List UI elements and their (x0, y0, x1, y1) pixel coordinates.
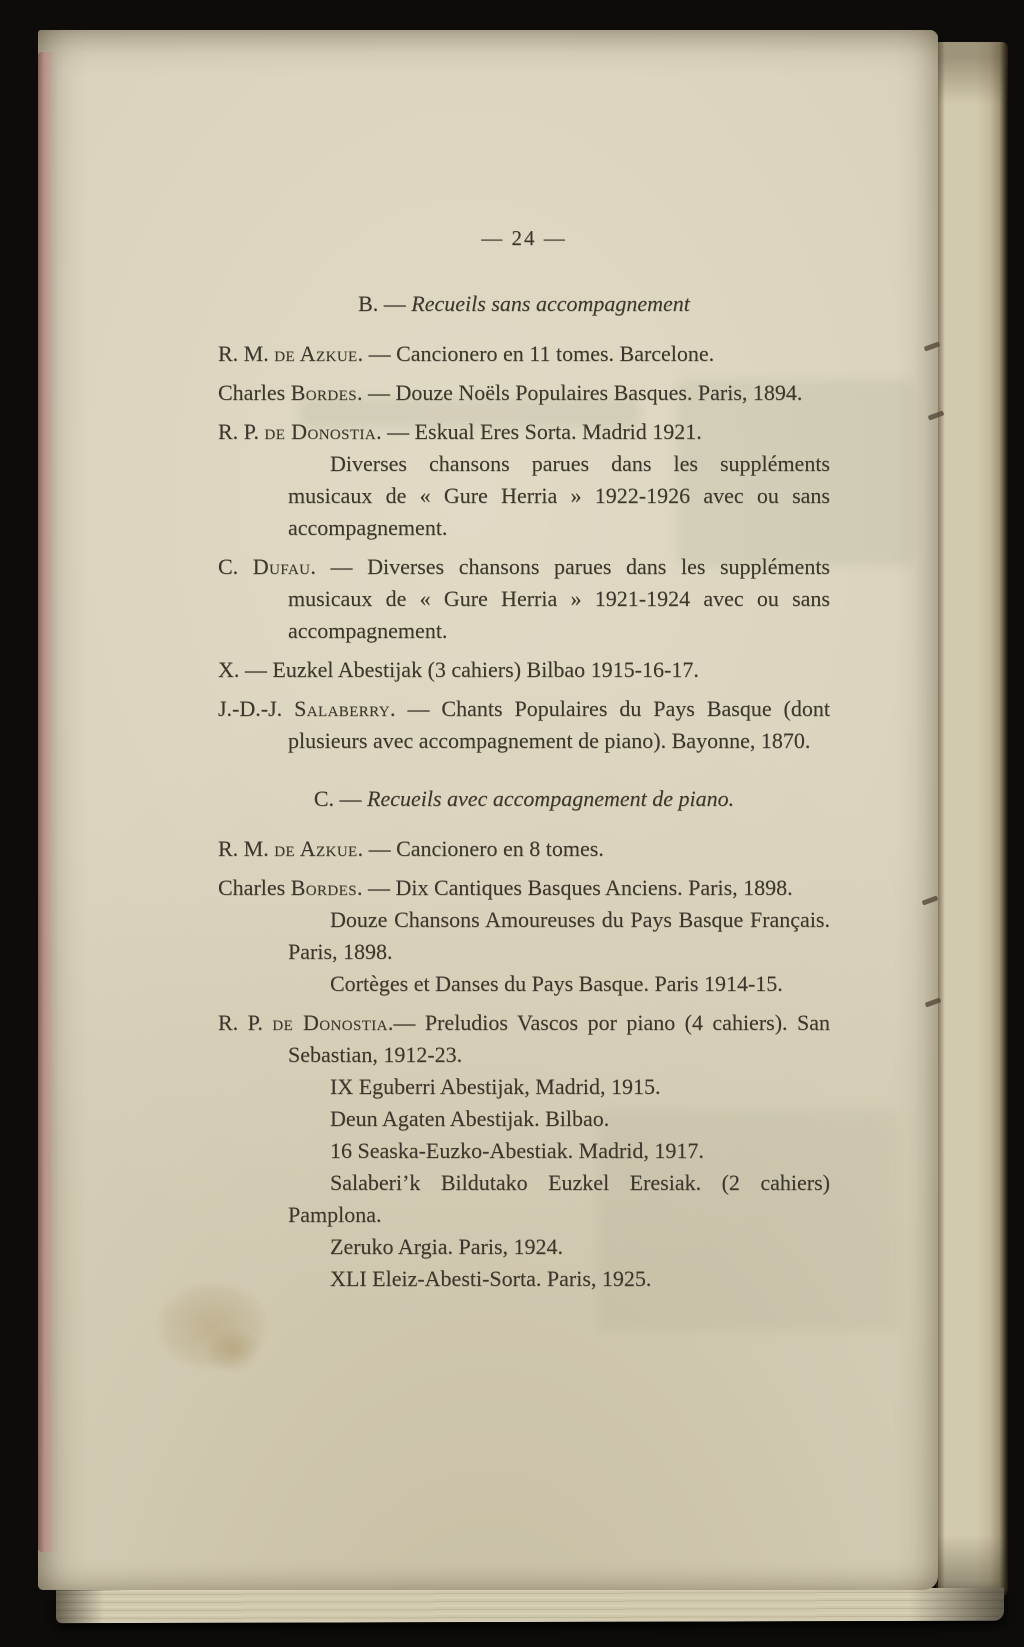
entry-body-text: . — Euzkel Abestijak (3 cahiers) Bilbao 1915-16-17. (233, 657, 699, 682)
binding-stitch (922, 895, 939, 905)
book-page (38, 30, 938, 1590)
bibliography-entry (218, 872, 830, 1000)
entry-sub-item: IX Eguberri Abestijak, Madrid, 1915. (330, 1074, 661, 1099)
entry-sub-item: Deun Agaten Abestijak. Bilbao. (330, 1106, 610, 1131)
entry-sub-item: Diverses chansons parues dans les suppléments musicaux de « Gure Herria » 1922-1926 avec ou sans accompagnement. (288, 451, 830, 540)
bibliography-entry (218, 833, 830, 865)
entry-body-text: . — Eskual Eres Sorta. Madrid 1921. (376, 419, 702, 444)
entry-author-name: Bordes (290, 875, 357, 900)
entry-body-text: . — Diverses chansons parues dans les suppléments musicaux de « Gure Herria » 1921-1924 avec ou sans accompagnement. (288, 554, 830, 643)
entry-author-name: Dufau (252, 554, 311, 579)
section-letter: B. — (358, 291, 412, 316)
entry-sub-item: XLI Eleiz-Abesti-Sorta. Paris, 1925. (330, 1266, 652, 1291)
bibliography-entry (218, 654, 830, 686)
entry-body-text: . — Dix Cantiques Basques Anciens. Paris, 1898. (356, 875, 793, 900)
bibliography-entry (218, 416, 830, 544)
bibliography-entry (218, 1007, 830, 1295)
entry-author-lead: R. P. (218, 419, 265, 444)
entry-author-lead: J.-D.-J. (218, 696, 295, 721)
page-text (218, 222, 830, 1302)
entry-sub-item: Salaberi’k Bildutako Euzkel Eresiak. (2 cahiers) Pamplona. (288, 1170, 830, 1227)
entry-author-lead: X (218, 657, 234, 682)
bibliography-entry (218, 338, 830, 370)
entry-author-name: de Azkue (274, 836, 358, 861)
section-heading-c (218, 783, 830, 815)
section-letter: C. — (313, 786, 368, 811)
bibliography-entry (218, 377, 830, 409)
page-stack-edge (56, 1588, 1004, 1623)
bibliography-entry (218, 551, 830, 647)
section-title: Recueils sans accompagnement (411, 291, 690, 316)
section-title: Recueils avec accompagnement de piano. (367, 786, 735, 811)
entry-author-lead: R. M. (218, 341, 275, 366)
entry-sub-item: Cortèges et Danses du Pays Basque. Paris 1914-15. (330, 971, 783, 996)
endpaper-edge (38, 52, 58, 1552)
entry-author-name: Salaberry (294, 696, 390, 721)
paper-stain (204, 1326, 262, 1374)
entry-author-lead: R. M. (218, 836, 275, 861)
page-number: — 24 — (481, 226, 567, 250)
entry-body-text: . — Cancionero en 8 tomes. (357, 836, 604, 861)
binding-stitch (924, 341, 941, 351)
section-heading-b (218, 288, 830, 320)
entry-author-name: de Donostia (264, 419, 377, 444)
entry-author-lead: C. (218, 554, 253, 579)
entry-body-text: . — Cancionero en 11 tomes. Barcelone. (357, 341, 715, 366)
bibliography-entry (218, 693, 830, 757)
entry-sub-item: Zeruko Argia. Paris, 1924. (330, 1234, 564, 1259)
entry-body-text: . — Chants Populaires du Pays Basque (dont plusieurs avec accompagnement de piano). Bayonne, 1870. (288, 696, 830, 753)
entry-author-name: de Azkue (274, 341, 358, 366)
entry-sub-item: 16 Seaska-Euzko-Abestiak. Madrid, 1917. (330, 1138, 704, 1163)
entry-body-text: . — Douze Noëls Populaires Basques. Paris, 1894. (356, 380, 803, 405)
entry-author-name: Bordes (290, 380, 357, 405)
entry-author-lead: Charles (218, 875, 291, 900)
entry-author-name: de Donostia (272, 1010, 388, 1035)
next-page-edge (936, 42, 1008, 1597)
entry-author-lead: Charles (218, 380, 291, 405)
entry-sub-item: Douze Chansons Amoureuses du Pays Basque Français. Paris, 1898. (288, 907, 830, 964)
entry-author-lead: R. P. (218, 1010, 273, 1035)
entry-body-text: .— Preludios Vascos por piano (4 cahiers). San Sebastian, 1912-23. (288, 1010, 830, 1067)
